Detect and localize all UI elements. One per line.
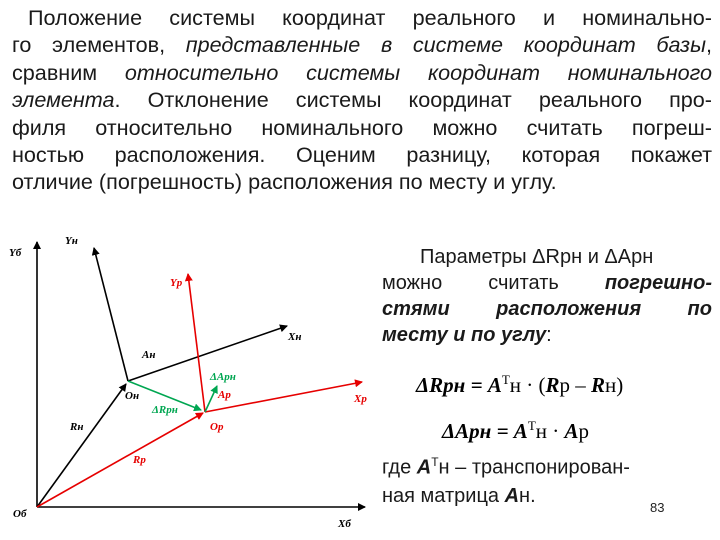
text-run: , (706, 32, 712, 58)
note-sup: Т (431, 455, 439, 469)
label-rp: Rр (133, 454, 146, 466)
paragraph-line: Положение системы координат реального и номинально- (28, 5, 712, 30)
angle-error-vector (205, 386, 217, 412)
label-op: Oр (210, 421, 224, 433)
formula-part: R (591, 373, 606, 397)
parameters-paragraph (382, 244, 712, 348)
formula-part: A (487, 373, 502, 397)
label-yp: Yр (170, 277, 183, 289)
text-run: : (546, 324, 552, 346)
formula-part: р – (559, 373, 592, 397)
label-drpn: ΔRрн (152, 404, 178, 416)
coordinate-diagram (0, 230, 380, 540)
real-radius-vector (37, 413, 203, 507)
page-number: 83 (650, 500, 665, 515)
text-run: н – транспонирован- (438, 456, 630, 479)
formula-part: р (578, 419, 590, 443)
italic-run: элемента (12, 87, 115, 113)
formula-part: A (564, 419, 579, 443)
paragraph-line (382, 322, 712, 348)
paragraph-line: ностью расположения. Оценим разницу, которая покажет (12, 142, 712, 168)
formula-delta-r (416, 372, 623, 398)
text-run: н. (519, 484, 536, 507)
label-yn: Yн (65, 235, 78, 247)
nominal-radius-vector (37, 384, 126, 507)
label-dapn: ΔAрн (210, 371, 236, 383)
paragraph-line: филя относительно номинального можно считать погреш- (12, 114, 712, 140)
real-y-axis (188, 274, 205, 412)
italic-run: относительно системы координат номинального (124, 59, 712, 85)
paragraph-line (382, 270, 712, 296)
label-ob: Об (13, 508, 27, 520)
label-yb: Yб (9, 247, 22, 259)
formula-part: н · ( (509, 373, 546, 397)
paragraph-line: стями расположения по (382, 298, 712, 320)
label-xp: Xр (354, 393, 367, 405)
label-rn: Rн (70, 421, 84, 433)
nominal-y-axis (94, 248, 128, 381)
text-run: сравним (12, 59, 125, 85)
label-xb: Xб (338, 518, 351, 530)
note-line (382, 448, 712, 482)
text-run: го элементов, (12, 32, 186, 58)
text-run: . Отклонение системы координат реального про- (114, 87, 712, 113)
formula-part: н · (535, 419, 565, 443)
paragraph-line (12, 31, 712, 58)
label-ap: Aр (218, 389, 231, 401)
paragraph-line (12, 86, 712, 113)
bold-italic-run: A (504, 484, 520, 507)
formula-sup: Т (527, 418, 536, 433)
formula-sup: Т (501, 372, 510, 387)
label-on: Oн (125, 390, 140, 402)
bold-italic-run: погрешно- (604, 272, 712, 294)
formula-delta-a (442, 418, 589, 444)
label-an: Aн (142, 349, 156, 361)
bold-italic-run: A (416, 456, 432, 479)
formula-part: н) (605, 373, 624, 397)
text-run: можно считать (382, 272, 605, 294)
formula-part: ΔAрн = A (442, 419, 528, 443)
paragraph-line (12, 59, 712, 86)
label-xn: Xн (288, 331, 302, 343)
paragraph-line: отличие (погрешность) расположения по месту и углу. (12, 169, 557, 195)
italic-run: представленные в системе координат базы (185, 32, 706, 58)
text-run: ная матрица (382, 484, 505, 507)
formula-part: ΔRрн = (416, 373, 488, 397)
text-run: где (382, 456, 417, 479)
paragraph-line: Параметры ΔRрн и ΔAрн (420, 246, 654, 268)
parameters-text (382, 244, 712, 348)
intro-paragraph (12, 4, 712, 196)
formula-part: R (545, 373, 560, 397)
bold-italic-run: месту и по углу (382, 324, 547, 346)
